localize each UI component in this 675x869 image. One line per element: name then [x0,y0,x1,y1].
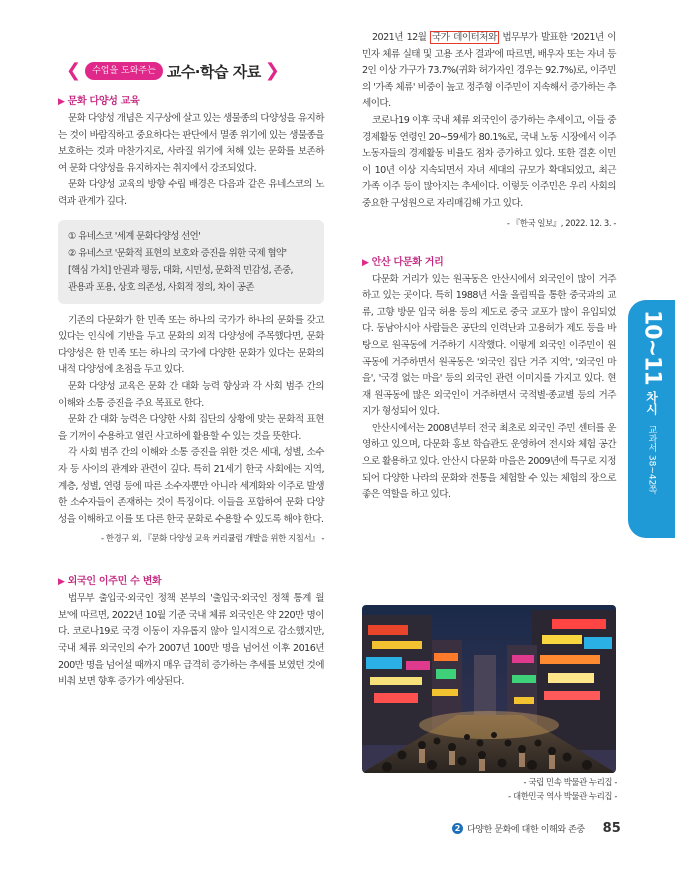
textbook-pages: 교과서 38~42쪽 [646,424,657,494]
paragraph: 법무부 출입국·외국인 정책 본부의 '출입국·외국인 정책 통계 월보'에 따르면, 2022년 10월 기준 국내 체류 외국인은 약 220만 명이다. 코로나19로 국경 이동이 자유롭지 않아 일시적으로 감소했지만, 국내 체류 외국인의 수가 2007년 100만 명을 넘어선 이후 2016년 200만 명을 넘어설 때까지 매우 급격히 증가하는 추세를 보였던 것에 비춰 보면 향후 증가가 예상된다. [58,593,324,688]
page-footer [452,821,621,836]
page-number: 85 [602,821,621,836]
section-banner [66,60,280,82]
unesco-info-box [58,220,324,304]
side-tab-text [632,300,672,538]
paragraph: 2021년 12월 국가 데이터처와 법무부가 발표한 '2021년 이민자 체류 실태 및 고용 조사 결과'에 따르면, 배우자 또는 자녀 등 2인 이상 가구가 73.7%(귀화 허가자인 경우는 92.7%)로, 이주민의 '가족 체류' 비중이 높고 정주형 이주민이 지속해서 증가하는 추세이다. [362,32,616,110]
triangle-bullet-icon: ▶ [58,97,65,107]
section-heading-immigrant-change: ▶ 외국인 이주민 수 변화 [58,576,162,588]
paragraph: 기존의 다문화가 한 민족 또는 하나의 국가가 하나의 문화를 갖고 있다는 인식에 기반을 두고 문화의 외적 다양성에 주목했다면, 문화 다양성은 한 민족 또는 하나의 국가에 다양한 문화가 있다는 문화의 내적 다양성에 초점을 두고 있다. [58,314,324,376]
paragraph: 다문화 거리가 있는 원곡동은 안산시에서 외국인이 많이 거주하고 있는 곳이다. 특히 1988년 서울 올림픽을 통한 중국과의 교류, 고향 방문 입국 허용 등의 제도로 중국 교포가 많이 유입되었다. 동남아시아 사람들은 공단의 인력난과 고용허가 제도 등을 바탕으로 원곡동에 거주하기 시작했다. 이렇게 외국인 이주민이 원곡동에 거주하면서 원곡동은 '외국인 집단 거주 지역', '외국인 마을', '국경 없는 마을' 등의 외국인 관련 이미지를 가지고 있다. 현재 원곡동에 많은 외국인이 거주하면서 국적별·종교별 등의 거주지가 형성되어 있다. [362,273,616,418]
section-heading-ansan-street: ▶ 안산 다문화 거리 [362,256,444,268]
left-column [58,86,324,691]
banner-pill: 수업을 도와주는 [85,62,163,80]
paragraph: 코로나19 이후 국내 체류 외국인이 증가하는 추세이고, 이들 중 경제활동 연령인 20~59세가 80.1%로, 국내 노동 시장에서 이주 노동자들의 경제활동 비율도 점차 증가하고 있다. 또한 결혼 이민이 10년 이상 지속되면서 자녀 세대의 규모가 확대되었고, 최근 가족 이주 등이 많아지는 추세이다. 이렇듯 이주민은 우리 사회의 중요한 구성원으로 자리매김해 가고 있다. [362,114,616,209]
paragraph: 문화 다양성 교육의 방향 수립 배경은 다음과 같은 유네스코의 노력과 관계가 깊다. [58,179,324,207]
lesson-range: 10~11 [639,310,665,385]
paragraph: 문화 간 대화 능력은 다양한 사회 집단의 상황에 맞는 문화적 표현을 기꺼이 수용하고 열린 사고하에 활용할 수 있는 것을 뜻한다. [58,414,324,442]
section-heading-culture-diversity: ▶ 문화 다양성 교육 [58,96,140,107]
paragraph: 문화 다양성 교육은 문화 간 대화 능력 향상과 각 사회 범주 간의 이해와 소통 증진을 주요 목표로 한다. [58,380,324,409]
highlighted-text: 국가 데이터처와 [432,32,497,43]
photo-caption: - 대한민국 역사 박물관 누리집 - [508,791,617,801]
chevron-left-icon: ❮ [66,60,82,81]
chapter-title: 다양한 문화에 대한 이해와 존중 [467,825,585,835]
paragraph: 안산시에서는 2008년부터 전국 최초로 외국인 주민 센터를 운영하고 있으며, 다문화 홍보 학습관도 운영하여 전시와 체험 공간으로 활용하고 있다. 안산시 다문화 마을은 2009년에 특구로 지정되어 다양한 나라의 문화와 전통을 체험할 수 있는 체험의 장으로 좋은 역할을 하고 있다. [362,422,616,501]
source-citation: - 한경구 외, 『문화 다양성 교육 커리큘럼 개발을 위한 지침서』 - [101,533,324,544]
chevron-right-icon: ❯ [264,60,280,81]
box-line: 관용과 포용, 상호 의존성, 사회적 정의, 차이 공존 [68,281,254,293]
right-column [362,30,616,504]
banner-title: 교수·학습 자료 [166,62,261,81]
box-line: ② 유네스코 '문화적 표현의 보호와 증진을 위한 국제 협약' [68,247,287,259]
night-street-illustration [362,605,616,773]
paragraph: 각 사회 범주 간의 이해와 소통 증진을 위한 것은 세대, 성별, 소수자 등 사이의 관계와 관련이 깊다. 특히 21세기 한국 사회에는 지역, 계층, 성별, 연령 등에 따른 소수자뿐만 아니라 세계화와 이주로 발생한 소수자들이 존재하는 것이 특징이다. 이들을 포함하여 문화 다양성을 이해하고 이를 또 다른 한국 문화로 수용할 수 있도록 해야 한다. [58,447,324,525]
lesson-side-tab [628,300,675,538]
paragraph: 문화 다양성 개념은 지구상에 살고 있는 생물종의 다양성을 유지하는 것이 바람직하고 중요하다는 판단에서 멸종 위기에 있는 생물종을 보호하는 것과 마찬가지로, 사라질 위기에 처해 있는 문화를 보존하여 문화 다양성을 유지하자는 취지에서 강조되었다. [58,113,324,174]
box-line: [핵심 가치] 안권과 평등, 대화, 시민성, 문화적 민감성, 존중, [68,264,293,276]
lesson-unit: 차시 [644,390,659,415]
box-line: ① 유네스코 '세계 문화다양성 선언' [68,230,201,242]
triangle-bullet-icon: ▶ [58,577,65,588]
source-citation: - 『한국 일보』, 2022. 12. 3. - [506,217,616,228]
chapter-badge: 2 [452,823,463,834]
triangle-bullet-icon: ▶ [362,257,369,268]
photo-caption: - 국립 민속 박물관 누리집 - [523,777,617,787]
ansan-street-photo [362,605,616,773]
